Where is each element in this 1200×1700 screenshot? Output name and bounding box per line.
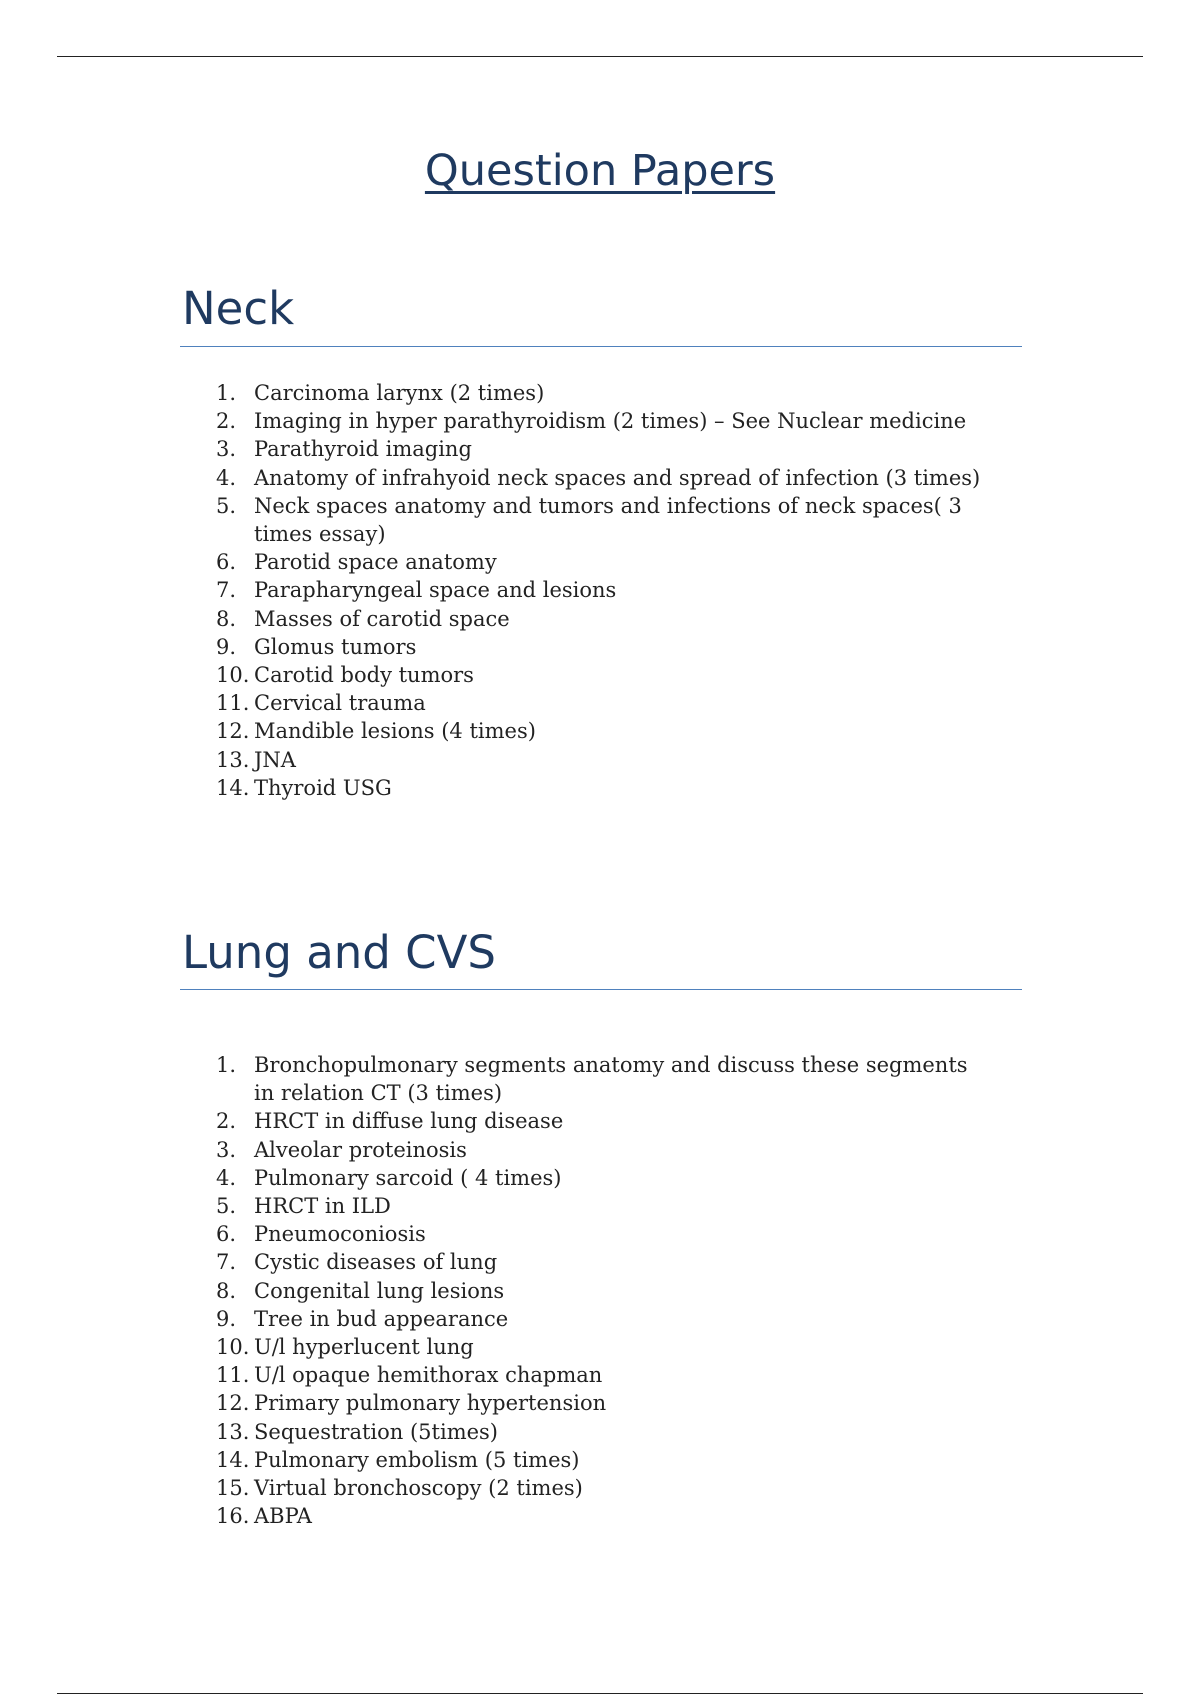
list-item-number: 14. <box>216 1447 250 1472</box>
list-item <box>0 379 994 407</box>
list-item-text: Mandible lesions (4 times) <box>254 719 536 744</box>
section-heading-neck: Neck <box>182 282 295 335</box>
list-item-number: 3. <box>216 437 237 462</box>
list-item-number: 4. <box>216 465 237 490</box>
list-item-number: 10. <box>216 663 250 688</box>
list-item-text: Sequestration (5times) <box>254 1419 499 1444</box>
list-item-number: 3. <box>216 1137 237 1162</box>
list-item <box>0 1220 994 1248</box>
list-item-text: Carotid body tumors <box>254 663 474 688</box>
list-item <box>0 1361 994 1389</box>
list-item <box>0 1305 994 1333</box>
list-item-text: Neck spaces anatomy and tumors and infections of neck spaces( 3 times essay) <box>254 493 962 547</box>
list-item-text: Primary pulmonary hypertension <box>254 1391 607 1416</box>
list-item-text: Virtual bronchoscopy (2 times) <box>254 1476 583 1501</box>
list-item <box>0 1136 994 1164</box>
list-item-text: Imaging in hyper parathyroidism (2 times) – See Nuclear medicine <box>254 409 967 434</box>
list-item <box>0 1418 994 1446</box>
list-item-number: 11. <box>216 1363 250 1388</box>
list-item-text: Tree in bud appearance <box>254 1306 509 1331</box>
list-item-number: 2. <box>216 409 237 434</box>
list-item-number: 7. <box>216 578 237 603</box>
list-item-text: Carcinoma larynx (2 times) <box>254 381 545 405</box>
page-title <box>0 146 1200 196</box>
list-item-number: 11. <box>216 691 250 716</box>
list-item-text: Pneumoconiosis <box>254 1222 426 1247</box>
list-item-text: Parathyroid imaging <box>254 437 472 462</box>
list-item <box>0 1248 994 1276</box>
list-item-text: U/l hyperlucent lung <box>254 1335 474 1360</box>
list-item-text: Cervical trauma <box>254 691 426 716</box>
list-item-number: 5. <box>216 1194 237 1219</box>
list-item <box>0 689 994 717</box>
topic-list-neck <box>0 379 1200 802</box>
list-item <box>0 605 994 633</box>
list-item-text: Masses of carotid space <box>254 606 510 631</box>
list-item-number: 15. <box>216 1476 250 1501</box>
list-item-number: 6. <box>216 1222 237 1247</box>
list-item <box>0 661 994 689</box>
list-item-number: 1. <box>216 381 237 405</box>
list-item <box>0 1192 994 1220</box>
page-top-rule <box>57 56 1143 57</box>
list-item-number: 13. <box>216 747 250 772</box>
list-item <box>0 576 994 604</box>
list-item <box>0 435 994 463</box>
list-item <box>0 1107 994 1135</box>
list-item-number: 9. <box>216 634 237 659</box>
list-item-number: 12. <box>216 719 250 744</box>
list-item-number: 8. <box>216 1278 237 1303</box>
list-item-text: HRCT in ILD <box>254 1194 391 1219</box>
list-item-text: Thyroid USG <box>254 775 392 800</box>
list-item <box>0 746 994 774</box>
list-item <box>0 1333 994 1361</box>
list-item-number: 1. <box>216 1053 237 1077</box>
list-item <box>0 1474 994 1502</box>
topic-list-lung-and-cvs <box>0 1051 1200 1530</box>
list-item <box>0 633 994 661</box>
list-item-number: 4. <box>216 1165 237 1190</box>
list-item-text: Congenital lung lesions <box>254 1278 505 1303</box>
list-item-text: Anatomy of infrahyoid neck spaces and spread of infection (3 times) <box>254 465 981 490</box>
list-item-number: 13. <box>216 1419 250 1444</box>
list-item-text: Glomus tumors <box>254 634 417 659</box>
page-title-text: Question Papers <box>424 146 776 196</box>
list-item <box>0 1502 994 1530</box>
list-item-text: Alveolar proteinosis <box>254 1137 467 1162</box>
page-bottom-rule <box>57 1693 1143 1694</box>
list-item-number: 5. <box>216 493 237 518</box>
list-item-number: 14. <box>216 775 250 800</box>
list-item <box>0 548 994 576</box>
list-item-number: 10. <box>216 1335 250 1360</box>
list-item <box>0 717 994 745</box>
list-item-text: JNA <box>254 747 296 772</box>
section-rule-neck <box>180 346 1022 347</box>
list-item-number: 9. <box>216 1306 237 1331</box>
list-item-text: Parotid space anatomy <box>254 550 497 575</box>
list-item-text: Parapharyngeal space and lesions <box>254 578 617 603</box>
list-item <box>0 492 994 548</box>
list-item-number: 8. <box>216 606 237 631</box>
list-item <box>0 774 994 802</box>
list-item-text: Pulmonary embolism (5 times) <box>254 1447 580 1472</box>
list-item <box>0 407 994 435</box>
list-item-text: ABPA <box>254 1504 312 1529</box>
list-item <box>0 1446 994 1474</box>
list-item-text: Pulmonary sarcoid ( 4 times) <box>254 1165 562 1190</box>
list-item-text: Bronchopulmonary segments anatomy and discuss these segments in relation CT (3 times) <box>254 1053 968 1106</box>
section-rule-lung-and-cvs <box>180 989 1022 990</box>
list-item-text: Cystic diseases of lung <box>254 1250 498 1275</box>
list-item-number: 6. <box>216 550 237 575</box>
list-item-number: 7. <box>216 1250 237 1275</box>
list-item <box>0 1389 994 1417</box>
list-item <box>0 1164 994 1192</box>
list-item-number: 12. <box>216 1391 250 1416</box>
list-item <box>0 1051 994 1107</box>
list-item <box>0 464 994 492</box>
section-heading-lung-and-cvs: Lung and CVS <box>182 926 496 979</box>
list-item-number: 2. <box>216 1109 237 1134</box>
list-item-text: HRCT in diffuse lung disease <box>254 1109 564 1134</box>
list-item <box>0 1277 994 1305</box>
list-item-number: 16. <box>216 1504 250 1529</box>
list-item-text: U/l opaque hemithorax chapman <box>254 1363 603 1388</box>
